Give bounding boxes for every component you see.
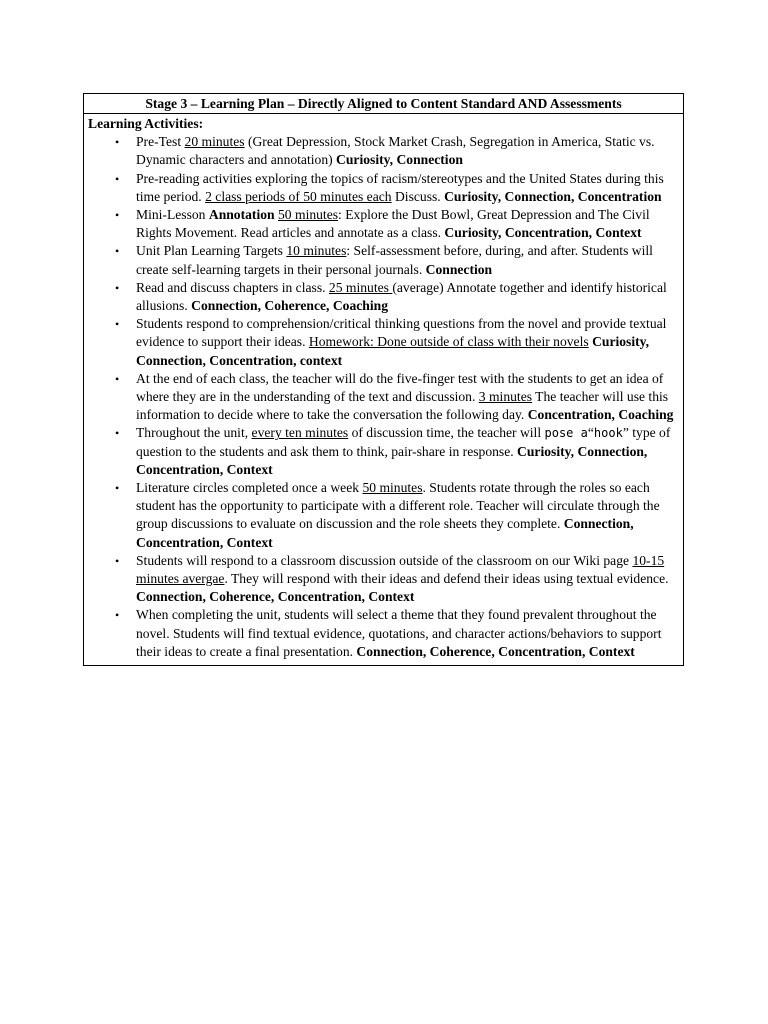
- list-item: [115, 424, 679, 479]
- item-text-mono: pose a: [544, 426, 588, 441]
- list-item: [115, 552, 679, 607]
- item-text: “: [587, 425, 594, 441]
- item-duration: Homework: Done outside of class with their novels: [308, 334, 589, 350]
- item-text: The teacher will use this information to decide where to take the conversation the following day.: [136, 389, 669, 423]
- list-item: [115, 206, 679, 242]
- item-text: Unit Plan Learning Targets: [136, 243, 287, 259]
- bullet-icon: •: [115, 608, 120, 623]
- bullet-icon: •: [115, 244, 120, 259]
- list-item: [115, 279, 679, 315]
- bullet-icon: •: [115, 317, 120, 332]
- table-header: Stage 3 – Learning Plan – Directly Aligned to Content Standard AND Assessments: [84, 94, 683, 114]
- item-tags: Curiosity, Connection, Concentration, Context: [136, 443, 648, 477]
- item-tags: Connection, Concentration, Context: [136, 516, 634, 550]
- learning-plan-table: [83, 93, 684, 666]
- bullet-icon: •: [115, 553, 120, 568]
- item-text: Students respond to comprehension/critical thinking questions from the novel and provide textual evidence to support their ideas.: [136, 316, 667, 350]
- item-tags: Curiosity, Concentration, Context: [444, 225, 642, 241]
- item-text: Literature circles completed once a week: [136, 480, 363, 496]
- bullet-icon: •: [115, 135, 120, 150]
- bullet-icon: •: [115, 280, 120, 295]
- item-text: . Students rotate through the roles so each student has the opportunity to participate with a different role. Teacher will circulate through the group discussions to evaluate on discussion and the role sheets they complete.: [136, 480, 660, 532]
- item-tags: Concentration, Coaching: [527, 407, 674, 423]
- item-text: Pre-Test: [136, 134, 185, 150]
- item-text: ” type of question to the students and ask them to think, pair-share in response.: [136, 425, 671, 459]
- bullet-icon: •: [115, 171, 120, 186]
- item-tags: Curiosity, Connection: [336, 152, 463, 168]
- item-text: Mini-Lesson: [136, 207, 209, 223]
- list-item: [115, 370, 679, 425]
- item-text: Discuss.: [391, 188, 445, 204]
- item-text: Read and discuss chapters in class.: [136, 279, 329, 295]
- item-duration: 3 minutes: [478, 389, 533, 405]
- item-tags: Connection, Coherence, Concentration, Context: [136, 589, 415, 605]
- list-item: [115, 479, 679, 552]
- list-item: [115, 242, 679, 278]
- bullet-icon: •: [115, 481, 120, 496]
- item-duration: 50 minutes: [362, 480, 423, 496]
- bullet-icon: •: [115, 208, 120, 223]
- item-text-mono: hook: [593, 426, 623, 441]
- item-text: Students will respond to a classroom discussion outside of the classroom on our Wiki page: [136, 552, 633, 568]
- item-duration: 10 minutes: [286, 243, 347, 259]
- item-text: : Self-assessment before, during, and after. Students will create self-learning targets in their personal journals.: [136, 243, 653, 277]
- list-item: [115, 315, 679, 370]
- table-body: [84, 114, 683, 665]
- item-tags: Connection, Coherence, Coaching: [191, 298, 388, 314]
- list-item: [115, 170, 679, 206]
- item-text: Pre-reading activities exploring the topics of racism/stereotypes and the United States during this time period.: [136, 170, 664, 204]
- item-text: When completing the unit, students will select a theme that they found prevalent throughout the novel. Students will find textual evidence, quotations, and character actions/behaviors to support their ideas to create a final presentation.: [136, 607, 662, 659]
- item-text: (Great Depression, Stock Market Crash, Segregation in America, Static vs. Dynamic characters and annotation): [136, 134, 655, 168]
- item-text: . They will respond with their ideas and defend their ideas using textual evidence.: [224, 571, 669, 587]
- bullet-icon: •: [115, 371, 120, 386]
- item-tags: Curiosity, Connection, Concentration, context: [136, 334, 650, 368]
- activities-list: [88, 133, 679, 661]
- item-duration: 2 class periods of 50 minutes each: [205, 188, 392, 204]
- bullet-icon: •: [115, 426, 120, 441]
- item-duration: 20 minutes: [184, 134, 245, 150]
- item-duration: every ten minutes: [251, 425, 349, 441]
- item-tags: Connection, Coherence, Concentration, Context: [356, 643, 635, 659]
- section-title: Learning Activities:: [88, 116, 204, 131]
- item-text: (average) Annotate together and identify historical allusions.: [136, 279, 667, 314]
- item-text: Throughout the unit,: [136, 425, 252, 441]
- item-text: At the end of each class, the teacher will do the five-finger test with the students to get an idea of where they are in the understanding of the text and discussion.: [136, 370, 664, 405]
- item-duration: 10-15 minutes avergae: [136, 552, 665, 587]
- item-text: of discussion time, the teacher will: [348, 425, 545, 441]
- item-tags: Curiosity, Connection, Concentration: [444, 188, 662, 204]
- item-tags: Connection: [425, 261, 493, 277]
- list-item: [115, 133, 679, 169]
- item-text: : Explore the Dust Bowl, Great Depression and The Civil Rights Movement. Read articles and annotate as a class.: [136, 207, 650, 241]
- item-duration: 50 minutes: [278, 207, 339, 223]
- list-item: [115, 606, 679, 661]
- item-emphasis: Annotation: [208, 207, 275, 223]
- item-duration: 25 minutes: [328, 279, 393, 295]
